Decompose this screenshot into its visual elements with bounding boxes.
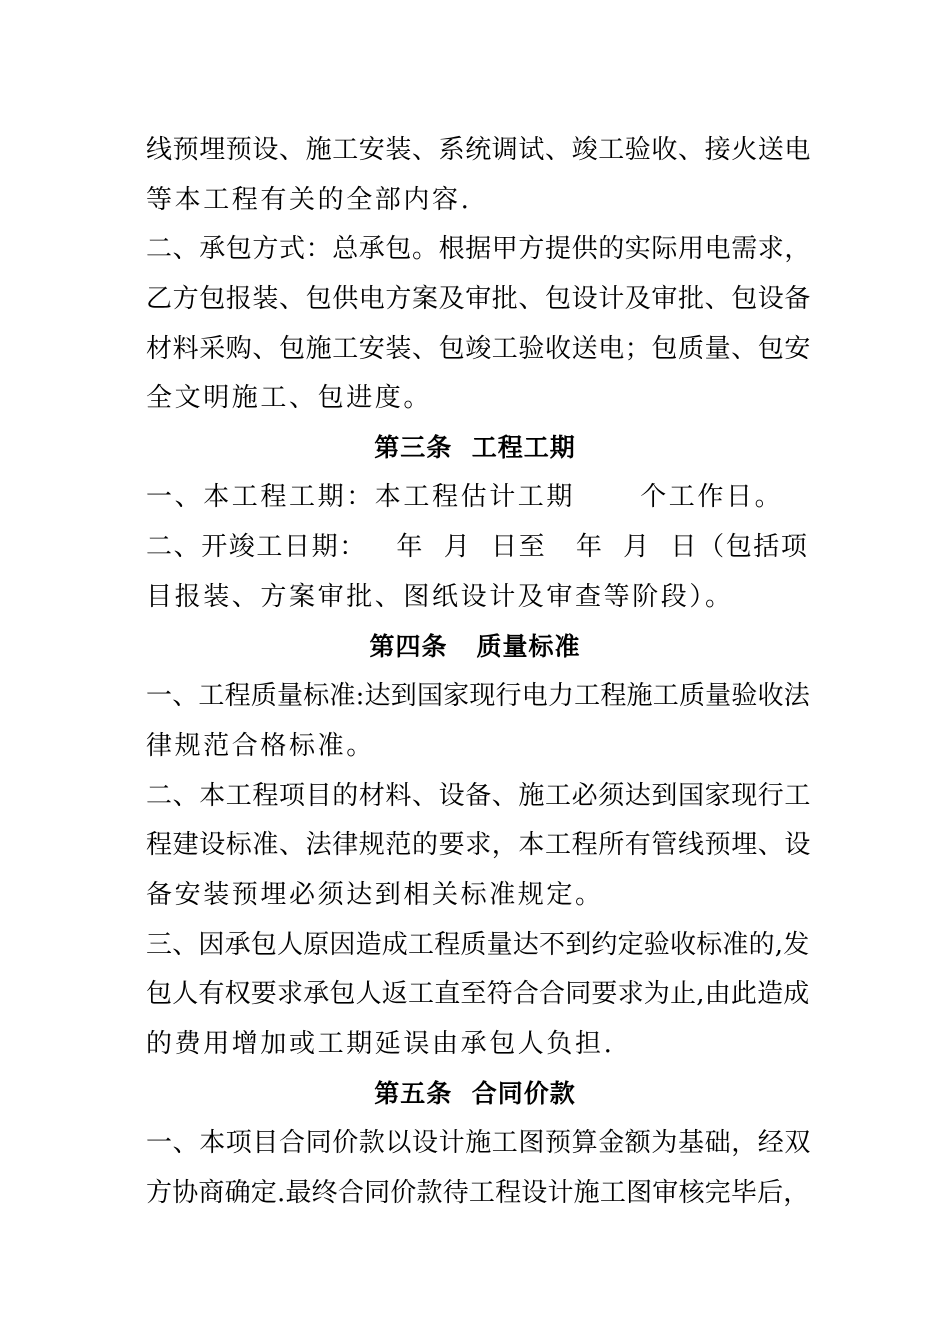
body-line: 律规范合格标准。 — [146, 731, 375, 761]
body-line: 乙方包报装、包供电方案及审批、包设计及审批、包设备 — [146, 284, 812, 314]
body-line: 备安装预埋必须达到相关标准规定。 — [146, 880, 604, 910]
body-line: 二、本工程项目的材料、设备、施工必须达到国家现行工 — [146, 781, 812, 811]
body-line: 一、工程质量标准:达到国家现行电力工程施工质量验收法 — [146, 681, 810, 711]
body-line: 一、本工程工期：本工程估计工期 个工作日。 — [146, 482, 784, 512]
body-line: 线预埋预设、施工安装、系统调试、竣工验收、接火送电 — [146, 135, 812, 165]
body-line: 材料采购、包施工安装、包竣工验收送电；包质量、包安 — [146, 334, 812, 364]
body-line: 三、因承包人原因造成工程质量达不到约定验收标准的,发 — [146, 930, 810, 960]
body-line: 的费用增加或工期延误由承包人负担. — [146, 1029, 615, 1059]
article-5-heading: 第五条 合同价款 — [374, 1079, 576, 1108]
body-line: 程建设标准、法律规范的要求，本工程所有管线预埋、设 — [146, 830, 812, 860]
body-line: 包人有权要求承包人返工直至符合合同要求为止,由此造成 — [146, 979, 810, 1009]
body-line: 一、本项目合同价款以设计施工图预算金额为基础，经双 — [146, 1128, 812, 1158]
body-line: 等本工程有关的全部内容. — [146, 185, 472, 215]
body-line: 二、承包方式：总承包。根据甲方提供的实际用电需求， — [146, 234, 812, 264]
body-line: 目报装、方案审批、图纸设计及审查等阶段）。 — [146, 582, 734, 612]
body-line: 方协商确定.最终合同价款待工程设计施工图审核完毕后， — [146, 1178, 810, 1208]
article-3-heading: 第三条 工程工期 — [374, 433, 576, 462]
body-line: 二、开竣工日期： 年 月 日至 年 月 日（包括项 — [146, 532, 809, 562]
article-4-heading: 第四条 质量标准 — [369, 632, 581, 661]
body-line: 全文明施工、包进度。 — [146, 383, 433, 413]
